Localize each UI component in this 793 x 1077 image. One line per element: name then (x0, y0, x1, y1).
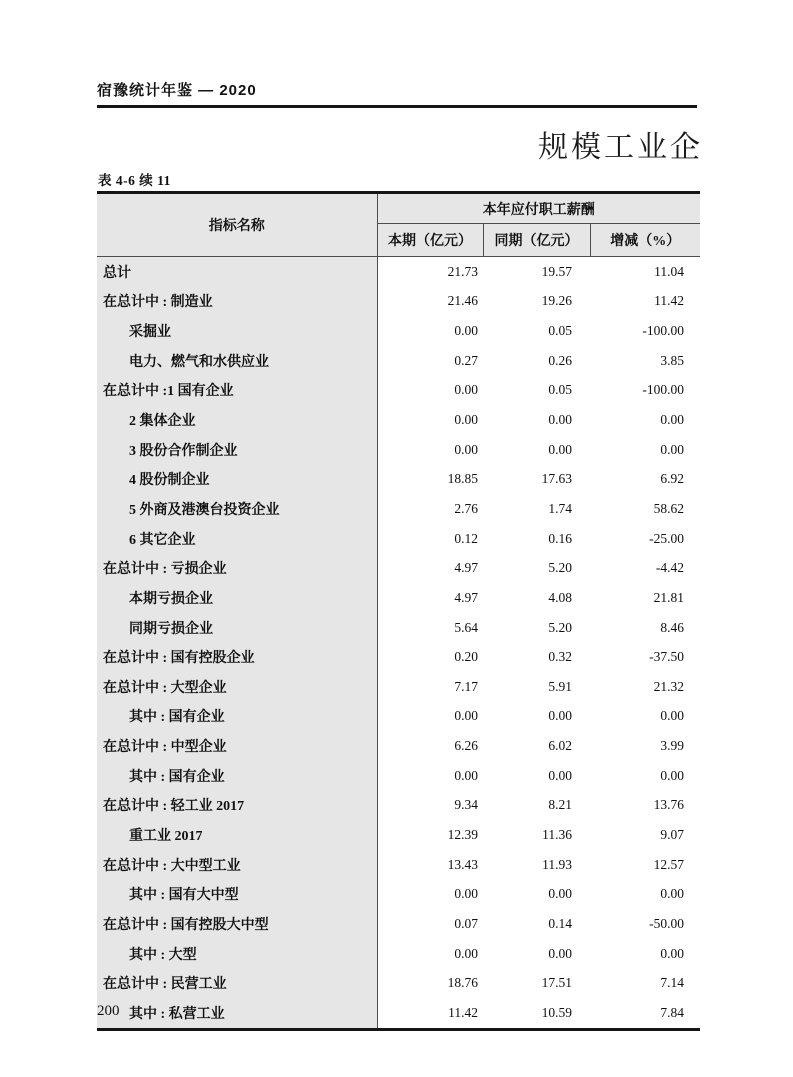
indicator-label: 在总计中 : 轻工业 2017 (97, 791, 377, 821)
value-change: 11.04 (590, 257, 700, 287)
table-row (97, 583, 700, 613)
value-previous: 0.00 (483, 939, 590, 969)
value-current: 2.76 (377, 494, 483, 524)
value-previous: 11.36 (483, 820, 590, 850)
table-row (97, 702, 700, 732)
value-current: 9.34 (377, 791, 483, 821)
table-row (97, 850, 700, 880)
indicator-label: 电力、燃气和水供应业 (97, 346, 377, 376)
value-current: 0.00 (377, 702, 483, 732)
indicator-label: 其中 : 大型 (97, 939, 377, 969)
table-row (97, 287, 700, 317)
value-previous: 5.20 (483, 613, 590, 643)
table-row (97, 879, 700, 909)
value-previous: 0.32 (483, 642, 590, 672)
indicator-label: 4 股份制企业 (97, 464, 377, 494)
indicator-label: 在总计中 : 国有控股企业 (97, 642, 377, 672)
indicator-label: 2 集体企业 (97, 405, 377, 435)
value-change: 0.00 (590, 879, 700, 909)
table-row (97, 939, 700, 969)
value-current: 21.46 (377, 287, 483, 317)
value-change: 9.07 (590, 820, 700, 850)
value-current: 0.20 (377, 642, 483, 672)
value-current: 4.97 (377, 583, 483, 613)
table-row (97, 524, 700, 554)
indicator-label: 在总计中 : 国有控股大中型 (97, 909, 377, 939)
value-current: 0.00 (377, 316, 483, 346)
value-change: -50.00 (590, 909, 700, 939)
indicator-label: 3 股份合作制企业 (97, 435, 377, 465)
table-row (97, 346, 700, 376)
indicator-label: 5 外商及港澳台投资企业 (97, 494, 377, 524)
value-previous: 0.00 (483, 435, 590, 465)
value-previous: 0.26 (483, 346, 590, 376)
value-current: 12.39 (377, 820, 483, 850)
value-current: 21.73 (377, 257, 483, 287)
indicator-label: 本期亏损企业 (97, 583, 377, 613)
value-change: 0.00 (590, 702, 700, 732)
value-previous: 0.00 (483, 405, 590, 435)
value-previous: 10.59 (483, 998, 590, 1029)
value-previous: 5.91 (483, 672, 590, 702)
value-previous: 19.57 (483, 257, 590, 287)
indicator-label: 其中 : 国有企业 (97, 761, 377, 791)
indicator-label: 其中 : 国有企业 (97, 702, 377, 732)
table-row (97, 761, 700, 791)
running-head: 宿豫统计年鉴 — 2020 (97, 79, 697, 108)
value-previous: 0.00 (483, 702, 590, 732)
value-change: 13.76 (590, 791, 700, 821)
value-previous: 0.05 (483, 316, 590, 346)
value-current: 0.00 (377, 405, 483, 435)
table-row (97, 791, 700, 821)
value-change: 11.42 (590, 287, 700, 317)
value-previous: 5.20 (483, 553, 590, 583)
value-change: -4.42 (590, 553, 700, 583)
table-row (97, 820, 700, 850)
indicator-label: 其中 : 国有大中型 (97, 879, 377, 909)
statistics-table-wrapper (97, 191, 700, 1031)
indicator-label: 在总计中 : 大型企业 (97, 672, 377, 702)
value-previous: 0.14 (483, 909, 590, 939)
value-change: 3.99 (590, 731, 700, 761)
value-previous: 6.02 (483, 731, 590, 761)
table-row (97, 405, 700, 435)
value-change: 21.81 (590, 583, 700, 613)
indicator-label: 采掘业 (97, 316, 377, 346)
value-current: 18.85 (377, 464, 483, 494)
value-change: 0.00 (590, 939, 700, 969)
value-current: 0.00 (377, 939, 483, 969)
table-row (97, 672, 700, 702)
value-current: 4.97 (377, 553, 483, 583)
value-current: 11.42 (377, 998, 483, 1029)
value-current: 0.12 (377, 524, 483, 554)
value-change: 12.57 (590, 850, 700, 880)
value-change: 0.00 (590, 761, 700, 791)
value-change: 7.84 (590, 998, 700, 1029)
value-current: 7.17 (377, 672, 483, 702)
value-change: 0.00 (590, 435, 700, 465)
table-caption: 表 4-6 续 11 (98, 173, 171, 188)
value-change: 8.46 (590, 613, 700, 643)
indicator-label: 在总计中 : 制造业 (97, 287, 377, 317)
table-row (97, 435, 700, 465)
table-row (97, 257, 700, 287)
value-previous: 11.93 (483, 850, 590, 880)
value-current: 0.00 (377, 435, 483, 465)
column-header-change: 增减（%） (590, 224, 700, 257)
value-current: 5.64 (377, 613, 483, 643)
value-previous: 0.00 (483, 761, 590, 791)
column-header-previous: 同期（亿元） (483, 224, 590, 257)
value-current: 6.26 (377, 731, 483, 761)
span-column-header: 本年应付职工薪酬 (377, 193, 700, 224)
value-previous: 17.63 (483, 464, 590, 494)
table-row (97, 553, 700, 583)
table-row (97, 494, 700, 524)
indicator-label: 在总计中 : 民营工业 (97, 968, 377, 998)
value-current: 0.27 (377, 346, 483, 376)
table-row (97, 968, 700, 998)
value-current: 0.00 (377, 376, 483, 406)
value-change: -37.50 (590, 642, 700, 672)
table-row (97, 376, 700, 406)
value-previous: 1.74 (483, 494, 590, 524)
page-title: 规模工业企 (538, 131, 703, 164)
table-header (97, 193, 700, 257)
table-row (97, 464, 700, 494)
value-change: 7.14 (590, 968, 700, 998)
table-body (97, 257, 700, 1030)
indicator-label: 其中 : 私营工业 (97, 998, 377, 1029)
value-change: 58.62 (590, 494, 700, 524)
value-current: 0.00 (377, 879, 483, 909)
page-number: 200 (97, 1003, 120, 1019)
value-previous: 4.08 (483, 583, 590, 613)
table-row (97, 909, 700, 939)
indicator-label: 在总计中 :1 国有企业 (97, 376, 377, 406)
indicator-column-header: 指标名称 (97, 193, 377, 257)
table-row (97, 731, 700, 761)
table-row (97, 642, 700, 672)
indicator-label: 同期亏损企业 (97, 613, 377, 643)
table-row (97, 316, 700, 346)
value-change: -25.00 (590, 524, 700, 554)
table-row (97, 998, 700, 1029)
value-change: 6.92 (590, 464, 700, 494)
table-row (97, 613, 700, 643)
value-previous: 0.05 (483, 376, 590, 406)
value-previous: 17.51 (483, 968, 590, 998)
value-change: -100.00 (590, 376, 700, 406)
value-previous: 0.00 (483, 879, 590, 909)
value-change: 0.00 (590, 405, 700, 435)
indicator-label: 6 其它企业 (97, 524, 377, 554)
value-current: 0.07 (377, 909, 483, 939)
indicator-label: 在总计中 : 亏损企业 (97, 553, 377, 583)
value-current: 18.76 (377, 968, 483, 998)
indicator-label: 在总计中 : 大中型工业 (97, 850, 377, 880)
value-previous: 8.21 (483, 791, 590, 821)
indicator-label: 在总计中 : 中型企业 (97, 731, 377, 761)
value-current: 0.00 (377, 761, 483, 791)
statistics-table (97, 191, 700, 1031)
value-change: -100.00 (590, 316, 700, 346)
value-change: 21.32 (590, 672, 700, 702)
value-previous: 19.26 (483, 287, 590, 317)
column-header-current: 本期（亿元） (377, 224, 483, 257)
value-previous: 0.16 (483, 524, 590, 554)
indicator-label: 总计 (97, 257, 377, 287)
value-current: 13.43 (377, 850, 483, 880)
value-change: 3.85 (590, 346, 700, 376)
indicator-label: 重工业 2017 (97, 820, 377, 850)
